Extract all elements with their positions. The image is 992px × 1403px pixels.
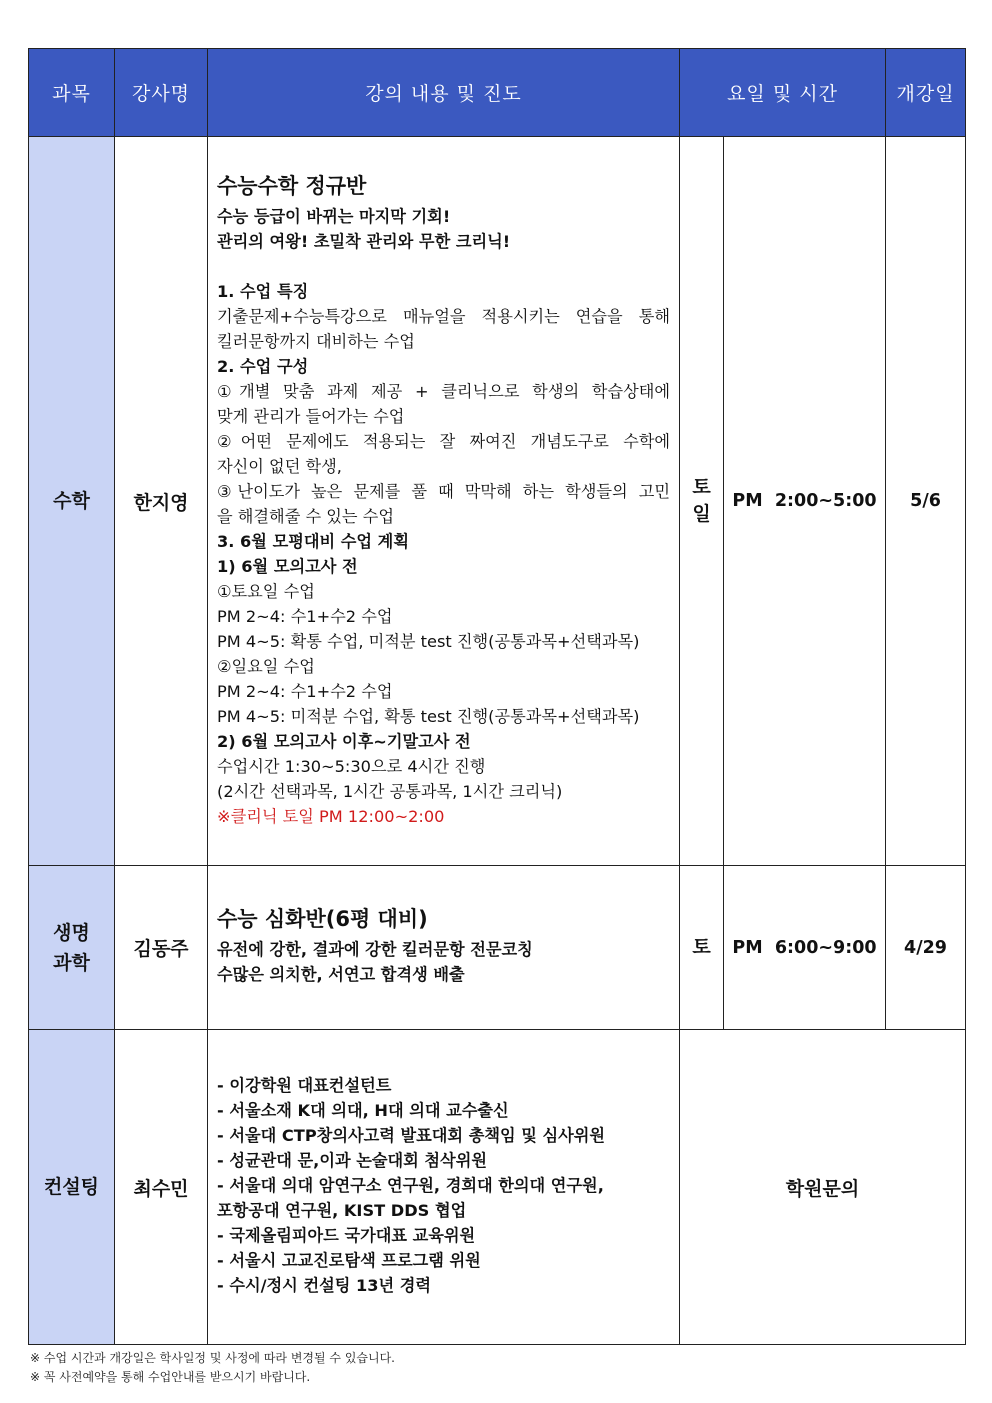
table-row-math bbox=[29, 137, 966, 866]
day-math bbox=[680, 137, 724, 866]
section-heading: 2. 수업 구성 bbox=[217, 357, 309, 376]
list-item: - 서울대 CTP창의사고력 발표대회 총책임 및 심사위원 bbox=[217, 1126, 606, 1145]
text-line: 을 해결해줄 수 있는 수업 bbox=[217, 507, 394, 526]
subject-label: 생명 bbox=[53, 921, 90, 944]
subject-math: 수학 bbox=[29, 137, 115, 866]
course-schedule-table bbox=[28, 48, 966, 1345]
section-heading: 1. 수업 특징 bbox=[217, 282, 309, 301]
sub-heading: 1) 6월 모의고사 전 bbox=[217, 557, 358, 576]
table-row-biology bbox=[29, 866, 966, 1030]
subject-consulting: 컨설팅 bbox=[29, 1030, 115, 1345]
text-line: 자신이 없던 학생, bbox=[217, 457, 342, 476]
content-biology bbox=[208, 866, 680, 1030]
subject-label: 과학 bbox=[53, 951, 90, 974]
day-biology: 토 bbox=[680, 866, 724, 1030]
subject-biology bbox=[29, 866, 115, 1030]
header-start-date: 개강일 bbox=[886, 49, 966, 137]
text-line: 맞게 관리가 들어가는 수업 bbox=[217, 407, 405, 426]
instructor-biology: 김동주 bbox=[115, 866, 208, 1030]
sub-heading: 2) 6월 모의고사 이후~기말고사 전 bbox=[217, 732, 471, 751]
list-item: - 서울시 고교진로탐색 프로그램 위원 bbox=[217, 1251, 481, 1270]
list-item: - 서울소재 K대 의대, H대 의대 교수출신 bbox=[217, 1101, 509, 1120]
text-line: PM 2~4: 수1+수2 수업 bbox=[217, 607, 393, 626]
intro-line: 수능 등급이 바뀌는 마지막 기회! bbox=[217, 207, 451, 226]
text-line: 기출문제+수능특강으로 매뉴얼을 적용시키는 연습을 통해 bbox=[217, 307, 670, 326]
text-line: ②일요일 수업 bbox=[217, 657, 315, 676]
text-line: ③난이도가 높은 문제를 풀 때 막막해 하는 학생들의 고민 bbox=[217, 482, 670, 501]
header-day-time: 요일 및 시간 bbox=[680, 49, 886, 137]
content-math bbox=[208, 137, 680, 866]
text-line: PM 4~5: 미적분 수업, 확통 test 진행(공통과목+선택과목) bbox=[217, 707, 640, 726]
intro-line: 관리의 여왕! 초밀착 관리와 무한 크리닉! bbox=[217, 232, 511, 251]
start-date-biology: 4/29 bbox=[886, 866, 966, 1030]
text-line: ①토요일 수업 bbox=[217, 582, 315, 601]
list-item: - 이강학원 대표컨설턴트 bbox=[217, 1076, 392, 1095]
inquiry-consulting: 학원문의 bbox=[680, 1030, 966, 1345]
header-instructor: 강사명 bbox=[115, 49, 208, 137]
time-biology: PM 6:00~9:00 bbox=[724, 866, 886, 1030]
text-line: 유전에 강한, 결과에 강한 킬러문항 전문코칭 bbox=[217, 940, 533, 959]
list-item: - 국제올림피아드 국가대표 교육위원 bbox=[217, 1226, 476, 1245]
instructor-math: 한지영 bbox=[115, 137, 208, 866]
time-math: PM 2:00~5:00 bbox=[724, 137, 886, 866]
clinic-note: ※클리닉 토일 PM 12:00~2:00 bbox=[217, 807, 445, 826]
header-subject: 과목 bbox=[29, 49, 115, 137]
list-item: 포항공대 연구원, KIST DDS 협업 bbox=[217, 1201, 467, 1220]
section-heading: 3. 6월 모평대비 수업 계획 bbox=[217, 532, 409, 551]
footnotes bbox=[30, 1349, 395, 1387]
text-line: 킬러문항까지 대비하는 수업 bbox=[217, 332, 415, 351]
footnote: ※ 수업 시간과 개강일은 학사일정 및 사정에 따라 변경될 수 있습니다. bbox=[30, 1351, 395, 1365]
table-header-row bbox=[29, 49, 966, 137]
course-title-biology: 수능 심화반(6평 대비) bbox=[217, 907, 428, 931]
text-line: ②어떤 문제에도 적용되는 잘 짜여진 개념도구로 수학에 bbox=[217, 432, 670, 451]
instructor-consulting: 최수민 bbox=[115, 1030, 208, 1345]
course-title-math: 수능수학 정규반 bbox=[217, 174, 367, 198]
text-line: (2시간 선택과목, 1시간 공통과목, 1시간 크리닉) bbox=[217, 782, 563, 801]
text-line: 수많은 의치한, 서연고 합격생 배출 bbox=[217, 965, 465, 984]
text-line: PM 4~5: 확통 수업, 미적분 test 진행(공통과목+선택과목) bbox=[217, 632, 640, 651]
list-item: - 수시/정시 컨설팅 13년 경력 bbox=[217, 1276, 432, 1295]
header-content: 강의 내용 및 진도 bbox=[208, 49, 680, 137]
table-row-consulting bbox=[29, 1030, 966, 1345]
text-line: ①개별 맞춤 과제 제공 + 클리닉으로 학생의 학습상태에 bbox=[217, 382, 670, 401]
day-label: 토 bbox=[692, 476, 711, 498]
footnote: ※ 꼭 사전예약을 통해 수업안내를 받으시기 바랍니다. bbox=[30, 1370, 311, 1384]
day-label: 일 bbox=[692, 503, 711, 525]
list-item: - 성균관대 문,이과 논술대회 첨삭위원 bbox=[217, 1151, 487, 1170]
content-consulting bbox=[208, 1030, 680, 1345]
start-date-math: 5/6 bbox=[886, 137, 966, 866]
list-item: - 서울대 의대 암연구소 연구원, 경희대 한의대 연구원, bbox=[217, 1176, 604, 1195]
text-line: 수업시간 1:30~5:30으로 4시간 진행 bbox=[217, 757, 486, 776]
text-line: PM 2~4: 수1+수2 수업 bbox=[217, 682, 393, 701]
